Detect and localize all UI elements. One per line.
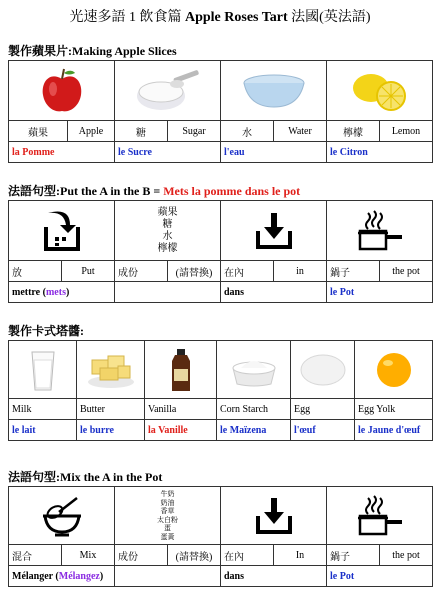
apple-en: Apple [68, 121, 115, 142]
section3-title: 製作卡式塔醬: [8, 324, 84, 338]
page-title [0, 6, 440, 26]
water-zh: 水 [221, 121, 274, 142]
title-suffix: 法國(英法語) [291, 10, 371, 25]
stack-item: 香草 [160, 507, 175, 515]
stack-item: 牛奶 [160, 490, 175, 498]
sugar-fr: le Sucre [115, 142, 221, 163]
fr-in: dans [221, 566, 327, 587]
ingredients-stack [115, 201, 221, 261]
label-mix-en: Mix [62, 545, 115, 566]
label-replace: (請替換) [168, 261, 221, 282]
fr-ingredient-blank [115, 566, 221, 587]
egg-yolk-fr: le Jaune d'œuf [355, 420, 433, 441]
egg-image [291, 341, 355, 399]
stack-item: 奶油 [160, 498, 175, 507]
stack-item: 蛋 [164, 524, 171, 532]
milk-en: Milk [9, 399, 77, 420]
label-pot-en: the pot [380, 261, 433, 282]
stack-item: 太白粉 [157, 515, 178, 524]
butter-fr: le burre [77, 420, 145, 441]
apple-zh: 蘋果 [9, 121, 68, 142]
title-cjk: 光速多語 1 飲食篇 [69, 10, 182, 25]
stack-item: 蛋黃 [160, 532, 175, 541]
section1-table [8, 60, 433, 163]
ingredients-list [115, 207, 220, 255]
vanilla-image [145, 341, 217, 399]
download-into-icon [221, 201, 327, 261]
fr-verb [9, 566, 115, 587]
egg-en: Egg [291, 399, 355, 420]
corn-starch-image [217, 341, 291, 399]
label-mix-zh: 混合 [9, 545, 62, 566]
section2-title-red: Mets la pomme dans le pot [163, 184, 301, 198]
fr-verb-close: ) [99, 570, 104, 582]
fr-in: dans [221, 282, 327, 303]
section1-title: 製作蘋果片:Making Apple Slices [8, 44, 177, 58]
label-replace: (請替換) [168, 545, 221, 566]
stack-item: 水 [162, 230, 173, 242]
section2-title-prefix: 法語句型:Put the A in the B = [8, 184, 164, 198]
fr-pot: le Pot [327, 566, 433, 587]
lemon-image [327, 61, 433, 121]
custard-ingredients-list [115, 490, 220, 541]
apple-image [9, 61, 115, 121]
stack-item: 蘋果 [157, 206, 178, 218]
sugar-en: Sugar [168, 121, 221, 142]
stack-item: 檸檬 [157, 242, 178, 254]
water-bowl-image [221, 61, 327, 121]
label-in-zh: 在內 [221, 545, 274, 566]
mix-bowl-icon [9, 487, 115, 545]
section2-title [8, 182, 300, 199]
water-fr: l'eau [221, 142, 327, 163]
sugar-zh: 糖 [115, 121, 168, 142]
egg-yolk-en: Egg Yolk [355, 399, 433, 420]
fr-verb [9, 282, 115, 303]
label-in-zh: 在內 [221, 261, 274, 282]
stack-item: 糖 [162, 218, 173, 230]
butter-en: Butter [77, 399, 145, 420]
label-ingredient-zh: 成份 [115, 545, 168, 566]
pot-icon [327, 487, 433, 545]
label-put-zh: 放 [9, 261, 62, 282]
pot-icon [327, 201, 433, 261]
fr-verb-imp: Mélangez [58, 570, 100, 582]
section4-title: 法語句型:Mix the A in the Pot [8, 470, 163, 484]
vanilla-en: Vanilla [145, 399, 217, 420]
vanilla-fr: la Vanille [145, 420, 217, 441]
water-en: Water [274, 121, 327, 142]
put-in-icon [9, 201, 115, 261]
lemon-zh: 檸檬 [327, 121, 380, 142]
lemon-en: Lemon [380, 121, 433, 142]
butter-image [77, 341, 145, 399]
fr-ingredient-blank [115, 282, 221, 303]
apple-fr: la Pomme [9, 142, 115, 163]
custard-ingredients-stack [115, 487, 221, 545]
fr-verb-close: ) [65, 286, 70, 298]
milk-fr: le lait [9, 420, 77, 441]
label-pot-zh: 鍋子 [327, 545, 380, 566]
lemon-fr: le Citron [327, 142, 433, 163]
sugar-image [115, 61, 221, 121]
section3-table [8, 340, 433, 441]
fr-verb-inf: mettre ( [12, 286, 46, 298]
fr-verb-imp: mets [45, 286, 66, 298]
label-pot-zh: 鍋子 [327, 261, 380, 282]
section4-table [8, 486, 433, 587]
corn-starch-en: Corn Starch [217, 399, 291, 420]
fr-pot: le Pot [327, 282, 433, 303]
label-put-en: Put [62, 261, 115, 282]
label-in-en: In [274, 545, 327, 566]
egg-fr: l'œuf [291, 420, 355, 441]
label-ingredient-zh: 成份 [115, 261, 168, 282]
milk-image [9, 341, 77, 399]
label-in-en: in [274, 261, 327, 282]
fr-verb-inf: Mélanger ( [12, 570, 59, 582]
section2-table [8, 200, 433, 303]
title-latin: Apple Roses Tart [184, 10, 288, 25]
corn-starch-fr: le Maïzena [217, 420, 291, 441]
egg-yolk-image [355, 341, 433, 399]
label-pot-en: the pot [380, 545, 433, 566]
download-into-icon [221, 487, 327, 545]
